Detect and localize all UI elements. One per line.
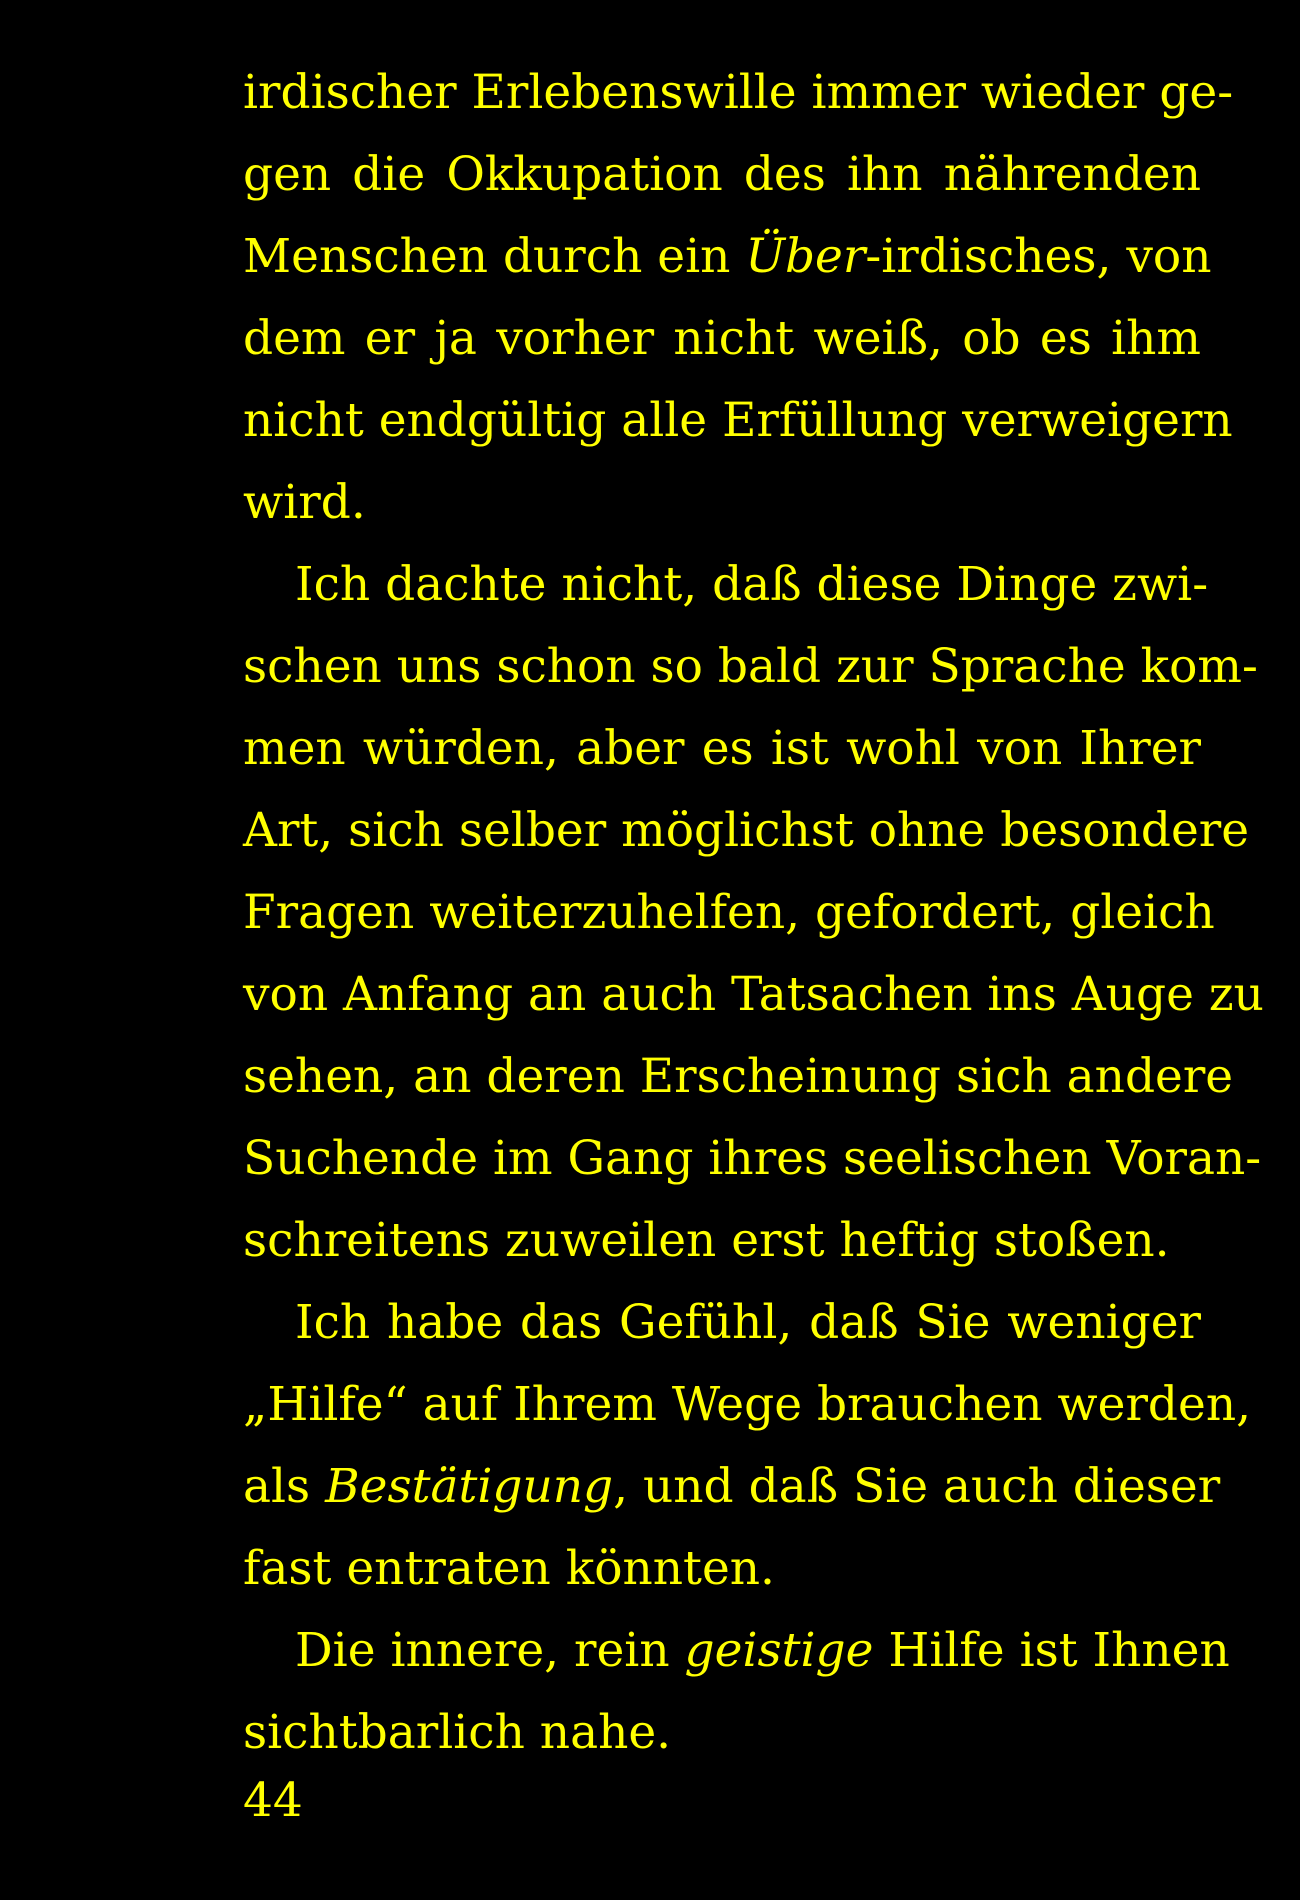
text-line: Ich dachte nicht, daß diese Dinge zwi- xyxy=(295,557,1209,612)
text-line: Fragen weiterzuhelfen, gefordert, gleich xyxy=(243,885,1215,940)
text-line: sichtbarlich nahe. xyxy=(243,1705,672,1760)
emphasis-text: Über xyxy=(745,229,866,284)
text-line: wird. xyxy=(243,475,366,530)
text-line: fast entraten könnten. xyxy=(243,1541,775,1596)
emphasis-text: geistige xyxy=(684,1623,874,1678)
body-text xyxy=(243,52,1264,1774)
page-number: 44 xyxy=(243,1773,303,1828)
text-line xyxy=(243,216,1212,298)
text-line: irdischer Erlebenswille immer wieder ge- xyxy=(243,65,1234,120)
text-line xyxy=(243,1610,1230,1692)
text-line: schreitens zuweilen erst heftig stoßen. xyxy=(243,1213,1170,1268)
text-line: sehen, an deren Erscheinung sich andere xyxy=(243,1049,1234,1104)
text-segment: Menschen durch ein xyxy=(243,229,746,284)
text-line: schen uns schon so bald zur Sprache kom- xyxy=(243,639,1258,694)
text-line xyxy=(243,1446,1221,1528)
text-segment: -irdisches, von xyxy=(865,229,1212,284)
text-line: Art, sich selber möglichst ohne besondere xyxy=(243,803,1250,858)
text-line: Suchende im Gang ihres seelischen Voran- xyxy=(243,1131,1262,1186)
text-segment: Die innere, rein xyxy=(295,1623,685,1678)
emphasis-text: Bestätigung xyxy=(325,1459,614,1514)
text-line: von Anfang an auch Tatsachen ins Auge zu xyxy=(243,967,1264,1022)
text-line: dem er ja vorher nicht weiß, ob es ihm xyxy=(243,311,1201,366)
text-line: „Hilfe“ auf Ihrem Wege brauchen werden, xyxy=(243,1377,1252,1432)
text-line: nicht endgültig alle Erfüllung verweigern xyxy=(243,393,1233,448)
text-segment: Hilfe ist Ihnen xyxy=(873,1623,1230,1678)
text-segment: als xyxy=(243,1459,326,1514)
text-line: Ich habe das Gefühl, daß Sie weniger xyxy=(295,1295,1201,1350)
text-line: men würden, aber es ist wohl von Ihrer xyxy=(243,721,1201,776)
text-line: gen die Okkupation des ihn nährenden xyxy=(243,147,1201,202)
text-segment: , und daß Sie auch dieser xyxy=(613,1459,1221,1514)
